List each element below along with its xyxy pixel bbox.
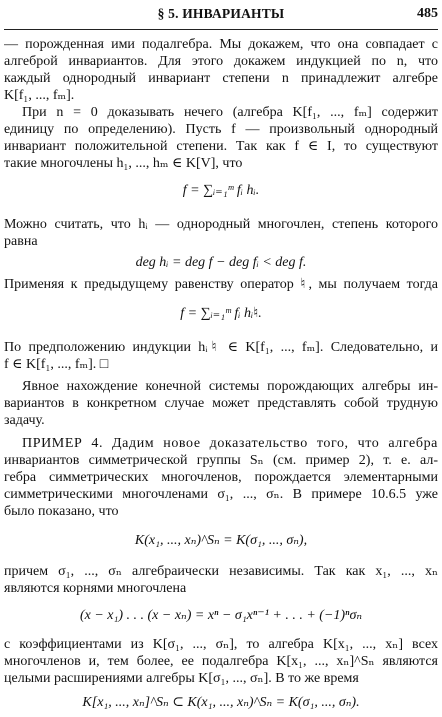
text-line: такие многочлены h₁, ..., hₘ ∈ K[V], что	[4, 156, 243, 171]
text-line: — порожденная ими подалгебра. Мы докажем, что она совпадает с	[4, 37, 438, 52]
book-page	[4, 0, 438, 717]
text-line: K[f₁, ..., fₘ].	[4, 88, 75, 103]
text-line: вариантов в конкретном случае может представлять собой трудную	[4, 396, 438, 411]
page-header	[4, 6, 438, 24]
text-line: Явное нахождение конечной системы порождающих алгебры ин-	[22, 379, 438, 394]
display-formula: f = ∑ᵢ₌₁ᵐ fᵢ hᵢ♮.	[180, 306, 262, 321]
text-line: гебра симметрических многочленов, порождается элементарными	[4, 470, 438, 485]
text-line: каждый однородный инвариант степени n принадлежит алгебре	[4, 71, 438, 86]
display-formula: f = ∑ᵢ₌₁ᵐ fᵢ hᵢ.	[182, 183, 260, 198]
text-line: целыми расширениями алгебры K[σ₁, ..., σₙ]. В то же время	[4, 671, 359, 686]
running-head: § 5. ИНВАРИАНТЫ	[157, 6, 285, 21]
page-number: 485	[417, 6, 438, 21]
text-line: задачу.	[4, 413, 45, 428]
example-heading-line: ПРИМЕР 4. Дадим новое доказательство того, что алгебра	[22, 436, 438, 451]
text-line: Можно считать, что hᵢ — однородный многочлен, степень которого	[4, 217, 438, 232]
text-line: являются корнями многочлена	[4, 581, 187, 596]
text-line: Применяя к предыдущему равенству оператор ♮, мы получаем тогда	[4, 277, 438, 292]
text-line: симметрическими многочленами σ₁, ..., σₙ. В примере 10.6.5 уже	[4, 487, 438, 502]
text-line: многочленов и, тем более, ее подалгебра K[x₁, ..., xₙ]^Sₙ являются	[4, 654, 438, 669]
text-line: было показано, что	[4, 504, 119, 519]
display-formula: deg hᵢ = deg f − deg fᵢ < deg f.	[135, 255, 307, 270]
display-formula: K(x₁, ..., xₙ)^Sₙ = K(σ₁, ..., σₙ),	[134, 533, 308, 548]
text-line: алгеброй инвариантов. Для этого докажем индукцией по n, что	[4, 54, 438, 69]
text-line: f ∈ K[f₁, ..., fₘ]. □	[4, 357, 109, 372]
text-line: с коэффициентами из K[σ₁, ..., σₙ], то алгебра K[x₁, ..., xₙ] всех	[4, 637, 438, 652]
display-formula: (x − x₁) . . . (x − xₙ) = xⁿ − σ₁xⁿ⁻¹ + . . . + (−1)ⁿσₙ	[79, 608, 363, 623]
text-line: инвариантов симметрической группы Sₙ (см. пример 2), т. е. ал-	[4, 453, 438, 468]
text-line: равна	[4, 234, 38, 249]
text-line: причем σ₁, ..., σₙ алгебраически независимы. Так как x₁, ..., xₙ	[4, 564, 438, 579]
text-line: инвариант положительной степени. Так как f ∈ I, то существуют	[4, 139, 438, 154]
text-line: По предположению индукции hᵢ♮ ∈ K[f₁, ..., fₘ]. Следовательно, и	[4, 340, 438, 355]
header-rule	[4, 29, 438, 30]
display-formula: K[x₁, ..., xₙ]^Sₙ ⊂ K(x₁, ..., xₙ)^Sₙ = K(σ₁, ..., σₙ).	[82, 695, 360, 710]
text-line: При n = 0 доказывать нечего (алгебра K[f₁, ..., fₘ] содержит	[22, 105, 438, 120]
text-line: единицу по определению). Пусть f — произвольный однородный	[4, 122, 438, 137]
